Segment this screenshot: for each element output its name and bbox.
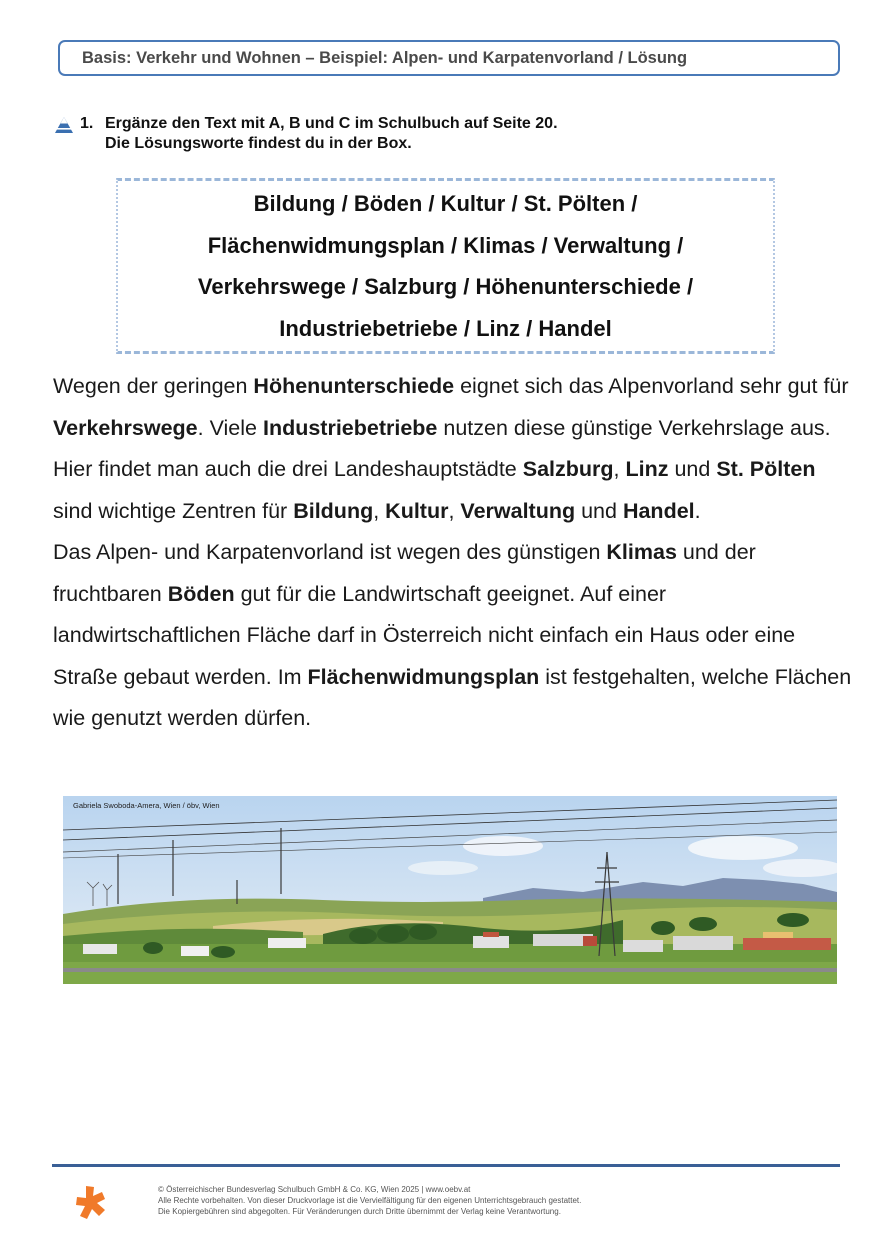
solution-answer: Böden <box>167 581 235 606</box>
solution-answer: Bildung <box>293 498 374 523</box>
word-box-line: Verkehrswege / Salzburg / Höhenunterschiede / <box>197 274 694 299</box>
footer-line-1: © Österreichischer Bundesverlag Schulbuch GmbH & Co. KG, Wien 2025 | www.oebv.at <box>158 1185 471 1194</box>
photo-credit: Gabriela Swoboda-Amera, Wien / öbv, Wien <box>73 801 220 810</box>
solution-answer: Kultur <box>385 498 449 523</box>
footer-copyright <box>158 1184 581 1217</box>
word-box-text <box>118 183 773 349</box>
solution-text-run: und <box>668 457 717 481</box>
solution-text-run: eignet sich das Alpenvorland sehr gut für <box>454 374 849 398</box>
solution-text-run: ist festgehalten, welche Flächen wie genutzt werden dürfen. <box>53 664 852 730</box>
solution-answer: Höhenunterschiede <box>253 374 455 398</box>
footer-divider <box>52 1164 840 1167</box>
task-instruction <box>105 114 558 154</box>
solution-text-run: sind wichtige Zentren für <box>53 498 294 523</box>
solution-answer: Verwaltung <box>460 498 576 523</box>
page-title: Basis: Verkehr und Wohnen – Beispiel: Alpen- und Karpatenvorland / Lösung <box>82 48 688 67</box>
solution-text-run: Das Alpen- und Karpatenvorland ist wegen des günstigen <box>53 540 607 564</box>
solution-answer: Handel <box>622 498 695 523</box>
footer-line-2: Alle Rechte vorbehalten. Von dieser Druckvorlage ist die Vervielfältigung für den eigenen Unterrichtsgebrauch gestattet. <box>158 1196 582 1205</box>
solution-text-run: nutzen diese günstige Verkehrslage aus. Hier findet man auch die drei Landeshauptstädte <box>53 415 831 481</box>
solution-text-run: gut für die Landwirtschaft geeignet. Auf einer landwirtschaftlichen Fläche darf in Österreich nicht einfach ein Haus oder eine Straße gebaut werden. Im <box>53 581 796 689</box>
solution-text-run: , <box>613 457 626 481</box>
solution-text-run: . Viele <box>197 415 263 440</box>
task-line-2: Die Lösungsworte findest du in der Box. <box>105 135 412 152</box>
solution-text-run: , <box>448 498 461 523</box>
solution-answer: Flächenwidmungsplan <box>307 664 540 689</box>
solution-text-run: und <box>575 498 623 523</box>
solution-text-run: Wegen der geringen <box>53 374 254 398</box>
mountain-level-icon <box>54 116 74 134</box>
word-box-line: Flächenwidmungsplan / Klimas / Verwaltung / <box>207 232 684 258</box>
solution-answer: Industriebetriebe <box>262 415 438 440</box>
word-box <box>116 178 775 354</box>
solution-text-run: , <box>373 498 386 523</box>
solution-paragraph-1 <box>53 366 853 532</box>
word-box-line: Industriebetriebe / Linz / Handel <box>279 315 612 341</box>
solution-text <box>53 366 853 740</box>
solution-answer: Linz <box>625 457 669 481</box>
landscape-photo <box>63 796 837 984</box>
footer-line-3: Die Kopiergebühren sind abgegolten. Für Veränderungen durch Dritte übernimmt der Verlag keine Verantwortung. <box>158 1207 561 1216</box>
solution-answer: Klimas <box>606 540 677 564</box>
landscape-photo-drawing <box>63 796 837 984</box>
task-number: 1. <box>80 115 94 132</box>
solution-answer: Verkehrswege <box>53 415 198 440</box>
word-box-line: Bildung / Böden / Kultur / St. Pölten / <box>253 191 638 216</box>
oebv-logo <box>72 1183 110 1223</box>
solution-text-run: . <box>694 498 701 523</box>
header-box <box>58 40 840 76</box>
task-line-1: Ergänze den Text mit A, B und C im Schulbuch auf Seite 20. <box>105 115 558 132</box>
solution-answer: Salzburg <box>522 457 614 481</box>
solution-text-run: und der fruchtbaren <box>53 540 756 606</box>
solution-answer: St. Pölten <box>716 457 816 481</box>
solution-paragraph-2 <box>53 532 853 740</box>
